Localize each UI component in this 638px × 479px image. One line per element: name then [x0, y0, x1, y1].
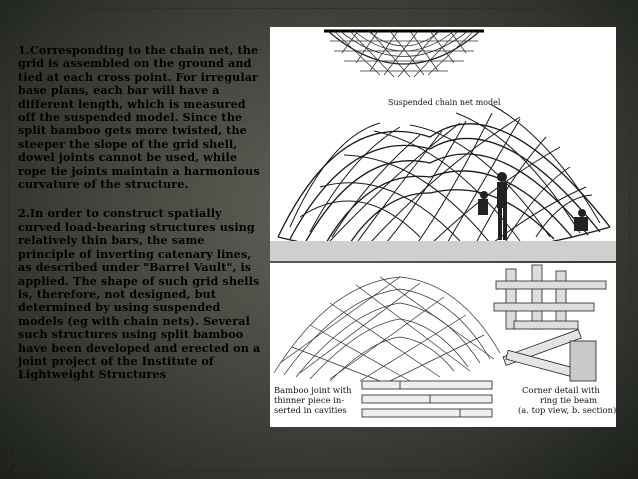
paragraph-2: 2.In order to construct spatially curved load-bearing structures using relatively thin bars, the same principle of inverting catenary lines, as described under "Barrel Vault", is applied. The shape of such grid shells is, therefore, not designed, but determined by using suspended models (eg with chain nets). Several such structures using split bamboo have been developed and erected on a joint project of the Institute of Lightweight Structures [18, 206, 261, 382]
grid-shell-photo [270, 27, 616, 261]
grid-shell-domes [278, 105, 610, 255]
left-caption-2: thinner piece in- [274, 395, 345, 405]
corner-detail [503, 330, 596, 381]
grid-shell-illustration [270, 27, 616, 261]
joint-details-figure [270, 263, 616, 427]
left-caption-1: Bamboo joint with [274, 385, 352, 395]
chain-net-caption: Suspended chain net model [388, 98, 501, 107]
joint-details-illustration [270, 263, 616, 427]
dome-lattice-drawing [274, 277, 500, 381]
paragraph-1: 1.Corresponding to the chain net, the grid is assembled on the ground and tied at each cross point. For irregular base plans, each bar will have a different length, which is measured off the suspended model. Since the split bamboo gets more twisted, the steeper the slope of the grid shell, dowel joints cannot be used, while rope tie joints maintain a harmonious curvature of the structure. [18, 43, 260, 192]
bamboo-joint-pieces [362, 381, 492, 417]
left-caption-3: serted in cavities [274, 405, 347, 415]
slide-text [18, 44, 262, 398]
ground [270, 241, 616, 261]
right-caption-1: Corner detail with [522, 385, 600, 395]
right-caption-2: ring tie beam [540, 395, 598, 405]
chain-net-model [324, 31, 484, 77]
bamboo-tubes-detail [494, 265, 606, 329]
right-caption-3: (a. top view, b. section) [518, 405, 616, 415]
